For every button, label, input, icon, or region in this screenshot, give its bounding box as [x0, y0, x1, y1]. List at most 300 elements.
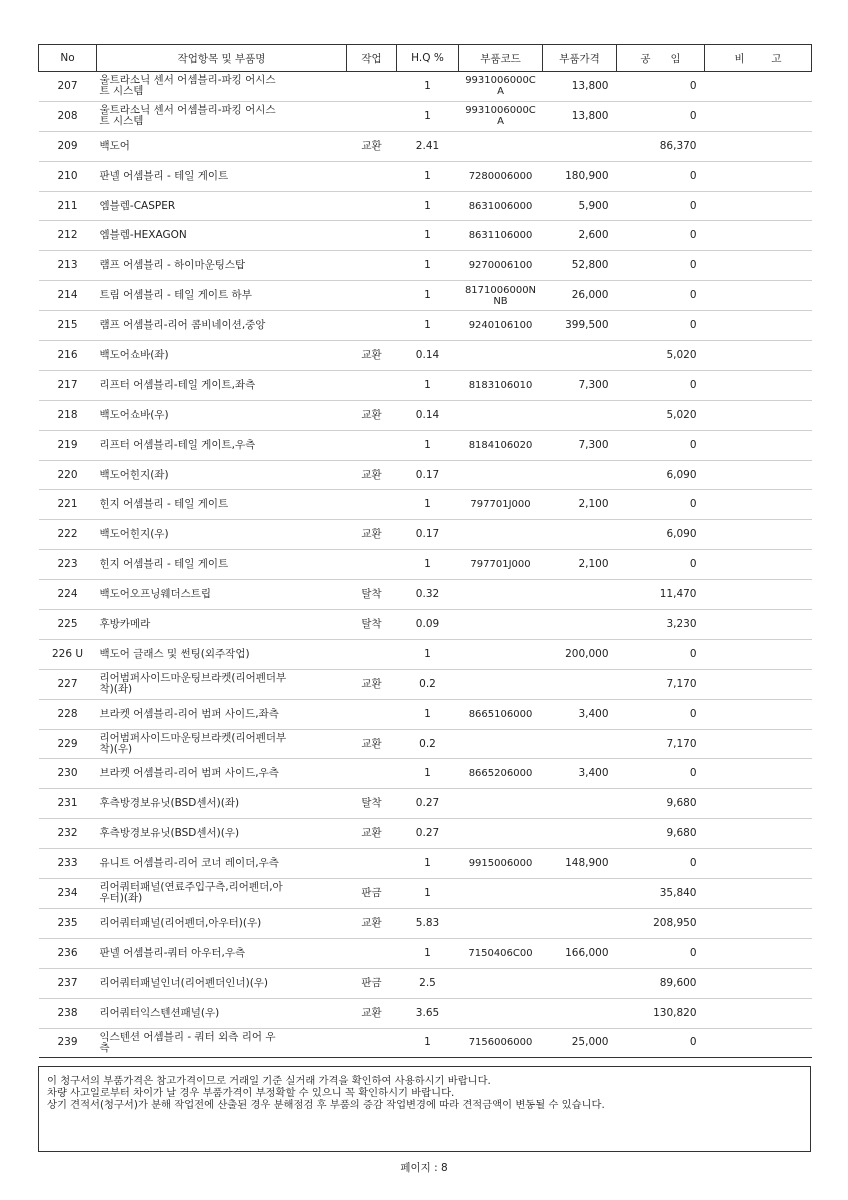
work-type: 교환: [347, 131, 397, 161]
item-name: 백도어힌지(좌): [97, 460, 347, 490]
hq-percent: 0.27: [397, 789, 459, 819]
labor-cost: 3,230: [617, 610, 705, 640]
hq-percent: 3.65: [397, 998, 459, 1028]
hq-percent: 0.14: [397, 341, 459, 371]
remark: [705, 789, 812, 819]
row-no: 227: [39, 669, 97, 699]
work-type: [347, 72, 397, 102]
hq-percent: 1: [397, 1028, 459, 1058]
part-code: [459, 908, 543, 938]
work-type: 판금: [347, 879, 397, 909]
labor-cost: 0: [617, 490, 705, 520]
hq-percent: 1: [397, 72, 459, 102]
labor-cost: 7,170: [617, 669, 705, 699]
item-name: 램프 어셈블리-리어 콤비네이션,중앙: [97, 311, 347, 341]
part-price: [543, 460, 617, 490]
remark: [705, 908, 812, 938]
work-type: 탈착: [347, 610, 397, 640]
labor-cost: 0: [617, 699, 705, 729]
part-code: 7156006000: [459, 1028, 543, 1058]
estimate-table: [38, 44, 812, 1058]
hq-percent: 1: [397, 849, 459, 879]
remark: [705, 251, 812, 281]
table-row: [39, 400, 812, 430]
part-code: [459, 460, 543, 490]
row-no: 219: [39, 430, 97, 460]
item-name: 백도어힌지(우): [97, 520, 347, 550]
notice-line: 차량 사고일로부터 차이가 날 경우 부품가격이 부정확할 수 있으니 꼭 확인하시기 바랍니다.: [47, 1087, 455, 1099]
item-name: 유니트 어셈블리-리어 코너 레이더,우측: [97, 849, 347, 879]
hq-percent: 0.17: [397, 520, 459, 550]
work-type: [347, 759, 397, 789]
part-price: 3,400: [543, 699, 617, 729]
table-row: [39, 101, 812, 131]
col-header-remark: 비 고: [705, 45, 812, 72]
labor-cost: 0: [617, 370, 705, 400]
hq-percent: 1: [397, 370, 459, 400]
row-no: 233: [39, 849, 97, 879]
table-row: [39, 281, 812, 311]
part-code: [459, 520, 543, 550]
part-price: 7,300: [543, 370, 617, 400]
part-code: [459, 998, 543, 1028]
table-row: [39, 251, 812, 281]
labor-cost: 0: [617, 1028, 705, 1058]
labor-cost: 0: [617, 281, 705, 311]
item-name: 백도어쇼바(좌): [97, 341, 347, 371]
part-price: [543, 520, 617, 550]
labor-cost: 0: [617, 161, 705, 191]
work-type: [347, 490, 397, 520]
item-name: 후측방경보유닛(BSD센서)(우): [97, 819, 347, 849]
part-code: 8631006000: [459, 191, 543, 221]
part-code: 8665206000: [459, 759, 543, 789]
remark: [705, 490, 812, 520]
part-price: [543, 789, 617, 819]
hq-percent: 0.2: [397, 669, 459, 699]
remark: [705, 72, 812, 102]
remark: [705, 281, 812, 311]
table-row: [39, 699, 812, 729]
remark: [705, 370, 812, 400]
work-type: [347, 161, 397, 191]
hq-percent: 1: [397, 251, 459, 281]
hq-percent: 0.17: [397, 460, 459, 490]
table-row: [39, 370, 812, 400]
labor-cost: 0: [617, 72, 705, 102]
row-no: 229: [39, 729, 97, 759]
item-name: 리어쿼터패널(리어펜더,아우터)(우): [97, 908, 347, 938]
remark: [705, 729, 812, 759]
part-code: [459, 879, 543, 909]
row-no: 232: [39, 819, 97, 849]
part-code: [459, 400, 543, 430]
row-no: 225: [39, 610, 97, 640]
remark: [705, 669, 812, 699]
table-row: [39, 311, 812, 341]
remark: [705, 639, 812, 669]
table-row: [39, 341, 812, 371]
hq-percent: 2.5: [397, 968, 459, 998]
hq-percent: 1: [397, 221, 459, 251]
work-type: [347, 699, 397, 729]
part-price: [543, 908, 617, 938]
part-price: [543, 580, 617, 610]
part-code: 8631106000: [459, 221, 543, 251]
part-price: [543, 968, 617, 998]
part-price: [543, 729, 617, 759]
table-row: [39, 669, 812, 699]
col-header-code: 부품코드: [459, 45, 543, 72]
remark: [705, 938, 812, 968]
work-type: 교환: [347, 908, 397, 938]
table-row: [39, 849, 812, 879]
work-type: [347, 370, 397, 400]
hq-percent: 1: [397, 101, 459, 131]
hq-percent: 1: [397, 161, 459, 191]
labor-cost: 9,680: [617, 819, 705, 849]
item-name: 리어쿼터패널(연료주입구측,리어펜더,아 우터)(좌): [97, 879, 347, 909]
remark: [705, 520, 812, 550]
remark: [705, 968, 812, 998]
table-row: [39, 639, 812, 669]
item-name: 후방카메라: [97, 610, 347, 640]
hq-percent: 1: [397, 938, 459, 968]
part-price: [543, 341, 617, 371]
table-row: [39, 938, 812, 968]
work-type: 교환: [347, 998, 397, 1028]
part-price: 399,500: [543, 311, 617, 341]
remark: [705, 311, 812, 341]
part-code: 9915006000: [459, 849, 543, 879]
item-name: 백도어쇼바(우): [97, 400, 347, 430]
remark: [705, 610, 812, 640]
part-price: 7,300: [543, 430, 617, 460]
part-price: 166,000: [543, 938, 617, 968]
work-type: [347, 938, 397, 968]
part-code: [459, 968, 543, 998]
work-type: 교환: [347, 669, 397, 699]
work-type: [347, 101, 397, 131]
row-no: 237: [39, 968, 97, 998]
row-no: 215: [39, 311, 97, 341]
table-row: [39, 1028, 812, 1058]
part-code: 8171006000N NB: [459, 281, 543, 311]
table-row: [39, 221, 812, 251]
remark: [705, 1028, 812, 1058]
work-type: 판금: [347, 968, 397, 998]
item-name: 판넬 어셈블리-쿼터 아우터,우측: [97, 938, 347, 968]
hq-percent: 1: [397, 191, 459, 221]
item-name: 판넬 어셈블리 - 테일 게이트: [97, 161, 347, 191]
table-row: [39, 759, 812, 789]
part-price: 180,900: [543, 161, 617, 191]
labor-cost: 0: [617, 639, 705, 669]
labor-cost: 0: [617, 101, 705, 131]
part-code: 8183106010: [459, 370, 543, 400]
labor-cost: 130,820: [617, 998, 705, 1028]
row-no: 235: [39, 908, 97, 938]
item-name: 브라켓 어셈블리-리어 범퍼 사이드,좌측: [97, 699, 347, 729]
work-type: 교환: [347, 460, 397, 490]
item-name: 울트라소닉 센서 어셈블리-파킹 어시스 트 시스템: [97, 72, 347, 102]
remark: [705, 191, 812, 221]
labor-cost: 5,020: [617, 341, 705, 371]
work-type: 교환: [347, 341, 397, 371]
table-row: [39, 430, 812, 460]
labor-cost: 86,370: [617, 131, 705, 161]
part-price: 5,900: [543, 191, 617, 221]
table-row: [39, 968, 812, 998]
page-number: 페이지 : 8: [400, 1162, 448, 1174]
part-price: 25,000: [543, 1028, 617, 1058]
part-price: [543, 669, 617, 699]
work-type: [347, 1028, 397, 1058]
col-header-work: 작업: [347, 45, 397, 72]
labor-cost: 0: [617, 191, 705, 221]
row-no: 226 U: [39, 639, 97, 669]
col-header-labor: 공 임: [617, 45, 705, 72]
remark: [705, 998, 812, 1028]
hq-percent: 1: [397, 759, 459, 789]
remark: [705, 759, 812, 789]
labor-cost: 6,090: [617, 460, 705, 490]
part-code: [459, 131, 543, 161]
labor-cost: 11,470: [617, 580, 705, 610]
part-price: 26,000: [543, 281, 617, 311]
work-type: [347, 430, 397, 460]
row-no: 217: [39, 370, 97, 400]
col-header-no: No: [39, 45, 97, 72]
row-no: 222: [39, 520, 97, 550]
remark: [705, 460, 812, 490]
hq-percent: 1: [397, 879, 459, 909]
row-no: 228: [39, 699, 97, 729]
row-no: 218: [39, 400, 97, 430]
item-name: 후측방경보유닛(BSD센서)(좌): [97, 789, 347, 819]
labor-cost: 0: [617, 550, 705, 580]
part-code: 9240106100: [459, 311, 543, 341]
hq-percent: 5.83: [397, 908, 459, 938]
labor-cost: 208,950: [617, 908, 705, 938]
item-name: 백도어 글래스 및 썬팅(외주작업): [97, 639, 347, 669]
part-code: 797701J000: [459, 550, 543, 580]
remark: [705, 101, 812, 131]
part-price: 3,400: [543, 759, 617, 789]
table-row: [39, 72, 812, 102]
part-code: [459, 341, 543, 371]
part-price: [543, 879, 617, 909]
row-no: 231: [39, 789, 97, 819]
remark: [705, 221, 812, 251]
item-name: 힌지 어셈블리 - 테일 게이트: [97, 550, 347, 580]
item-name: 리프터 어셈블리-테일 게이트,우측: [97, 430, 347, 460]
item-name: 리어쿼터패널인너(리어펜더인너)(우): [97, 968, 347, 998]
part-price: 148,900: [543, 849, 617, 879]
table-row: [39, 789, 812, 819]
part-code: 9270006100: [459, 251, 543, 281]
remark: [705, 580, 812, 610]
table-row: [39, 580, 812, 610]
labor-cost: 35,840: [617, 879, 705, 909]
labor-cost: 0: [617, 221, 705, 251]
table-row: [39, 490, 812, 520]
item-name: 백도어오프닝웨더스트립: [97, 580, 347, 610]
remark: [705, 131, 812, 161]
item-name: 리어쿼터익스텐션패널(우): [97, 998, 347, 1028]
item-name: 백도어: [97, 131, 347, 161]
part-code: 9931006000C A: [459, 101, 543, 131]
work-type: [347, 251, 397, 281]
row-no: 209: [39, 131, 97, 161]
item-name: 엠블렘-CASPER: [97, 191, 347, 221]
row-no: 238: [39, 998, 97, 1028]
part-price: [543, 819, 617, 849]
labor-cost: 0: [617, 759, 705, 789]
table-row: [39, 520, 812, 550]
hq-percent: 1: [397, 281, 459, 311]
row-no: 212: [39, 221, 97, 251]
notice-line: 이 청구서의 부품가격은 참고가격이므로 거래일 기준 실거래 가격을 확인하여 사용하시기 바랍니다.: [47, 1075, 491, 1087]
item-name: 리어범퍼사이드마운팅브라켓(리어펜더부 착)(좌): [97, 669, 347, 699]
hq-percent: 0.32: [397, 580, 459, 610]
notice-box: [38, 1066, 811, 1152]
remark: [705, 430, 812, 460]
work-type: [347, 221, 397, 251]
part-price: 200,000: [543, 639, 617, 669]
remark: [705, 550, 812, 580]
remark: [705, 849, 812, 879]
labor-cost: 89,600: [617, 968, 705, 998]
labor-cost: 5,020: [617, 400, 705, 430]
hq-percent: 0.2: [397, 729, 459, 759]
part-code: [459, 669, 543, 699]
work-type: 교환: [347, 729, 397, 759]
hq-percent: 1: [397, 311, 459, 341]
labor-cost: 0: [617, 849, 705, 879]
row-no: 207: [39, 72, 97, 102]
row-no: 210: [39, 161, 97, 191]
part-price: [543, 131, 617, 161]
row-no: 224: [39, 580, 97, 610]
part-code: 8665106000: [459, 699, 543, 729]
item-name: 엠블렘-HEXAGON: [97, 221, 347, 251]
table-header-row: [39, 45, 812, 72]
table-row: [39, 131, 812, 161]
labor-cost: 0: [617, 311, 705, 341]
item-name: 램프 어셈블리 - 하이마운팅스탑: [97, 251, 347, 281]
hq-percent: 0.14: [397, 400, 459, 430]
labor-cost: 9,680: [617, 789, 705, 819]
part-code: [459, 610, 543, 640]
work-type: 교환: [347, 520, 397, 550]
remark: [705, 400, 812, 430]
table-row: [39, 460, 812, 490]
table-row: [39, 610, 812, 640]
table-row: [39, 908, 812, 938]
work-type: 교환: [347, 819, 397, 849]
work-type: 교환: [347, 400, 397, 430]
labor-cost: 0: [617, 938, 705, 968]
hq-percent: 2.41: [397, 131, 459, 161]
part-code: [459, 729, 543, 759]
row-no: 236: [39, 938, 97, 968]
remark: [705, 819, 812, 849]
part-price: 2,100: [543, 550, 617, 580]
row-no: 216: [39, 341, 97, 371]
table-row: [39, 161, 812, 191]
item-name: 리어범퍼사이드마운팅브라켓(리어펜더부 착)(우): [97, 729, 347, 759]
hq-percent: 1: [397, 430, 459, 460]
row-no: 220: [39, 460, 97, 490]
hq-percent: 0.09: [397, 610, 459, 640]
table-row: [39, 819, 812, 849]
work-type: [347, 639, 397, 669]
table-row: [39, 191, 812, 221]
row-no: 223: [39, 550, 97, 580]
part-price: 2,600: [543, 221, 617, 251]
item-name: 익스텐션 어셈블리 - 쿼터 외측 리어 우 측: [97, 1028, 347, 1058]
part-code: [459, 580, 543, 610]
work-type: [347, 550, 397, 580]
remark: [705, 161, 812, 191]
remark: [705, 341, 812, 371]
part-price: 52,800: [543, 251, 617, 281]
part-code: 8184106020: [459, 430, 543, 460]
remark: [705, 879, 812, 909]
part-code: 7280006000: [459, 161, 543, 191]
row-no: 239: [39, 1028, 97, 1058]
work-type: [347, 311, 397, 341]
part-price: [543, 610, 617, 640]
notice-line: 상기 견적서(청구서)가 분해 작업전에 산출된 경우 분해점검 후 부품의 증감 작업변경에 따라 견적금액이 변동될 수 있습니다.: [47, 1099, 605, 1111]
row-no: 211: [39, 191, 97, 221]
row-no: 221: [39, 490, 97, 520]
hq-percent: 1: [397, 550, 459, 580]
part-price: [543, 998, 617, 1028]
row-no: 234: [39, 879, 97, 909]
remark: [705, 699, 812, 729]
item-name: 브라켓 어셈블리-리어 범퍼 사이드,우측: [97, 759, 347, 789]
part-code: [459, 639, 543, 669]
part-code: 9931006000C A: [459, 72, 543, 102]
labor-cost: 6,090: [617, 520, 705, 550]
labor-cost: 0: [617, 430, 705, 460]
col-header-hq: H.Q %: [397, 45, 459, 72]
part-code: 7150406C00: [459, 938, 543, 968]
row-no: 213: [39, 251, 97, 281]
hq-percent: 1: [397, 639, 459, 669]
part-code: [459, 819, 543, 849]
work-type: 탈착: [347, 789, 397, 819]
item-name: 힌지 어셈블리 - 테일 게이트: [97, 490, 347, 520]
hq-percent: 1: [397, 490, 459, 520]
work-type: [347, 281, 397, 311]
table-row: [39, 998, 812, 1028]
work-type: 탈착: [347, 580, 397, 610]
part-price: [543, 400, 617, 430]
part-price: 2,100: [543, 490, 617, 520]
table-row: [39, 550, 812, 580]
table-row: [39, 879, 812, 909]
row-no: 230: [39, 759, 97, 789]
row-no: 214: [39, 281, 97, 311]
item-name: 울트라소닉 센서 어셈블리-파킹 어시스 트 시스템: [97, 101, 347, 131]
labor-cost: 7,170: [617, 729, 705, 759]
part-price: 13,800: [543, 101, 617, 131]
hq-percent: 0.27: [397, 819, 459, 849]
row-no: 208: [39, 101, 97, 131]
